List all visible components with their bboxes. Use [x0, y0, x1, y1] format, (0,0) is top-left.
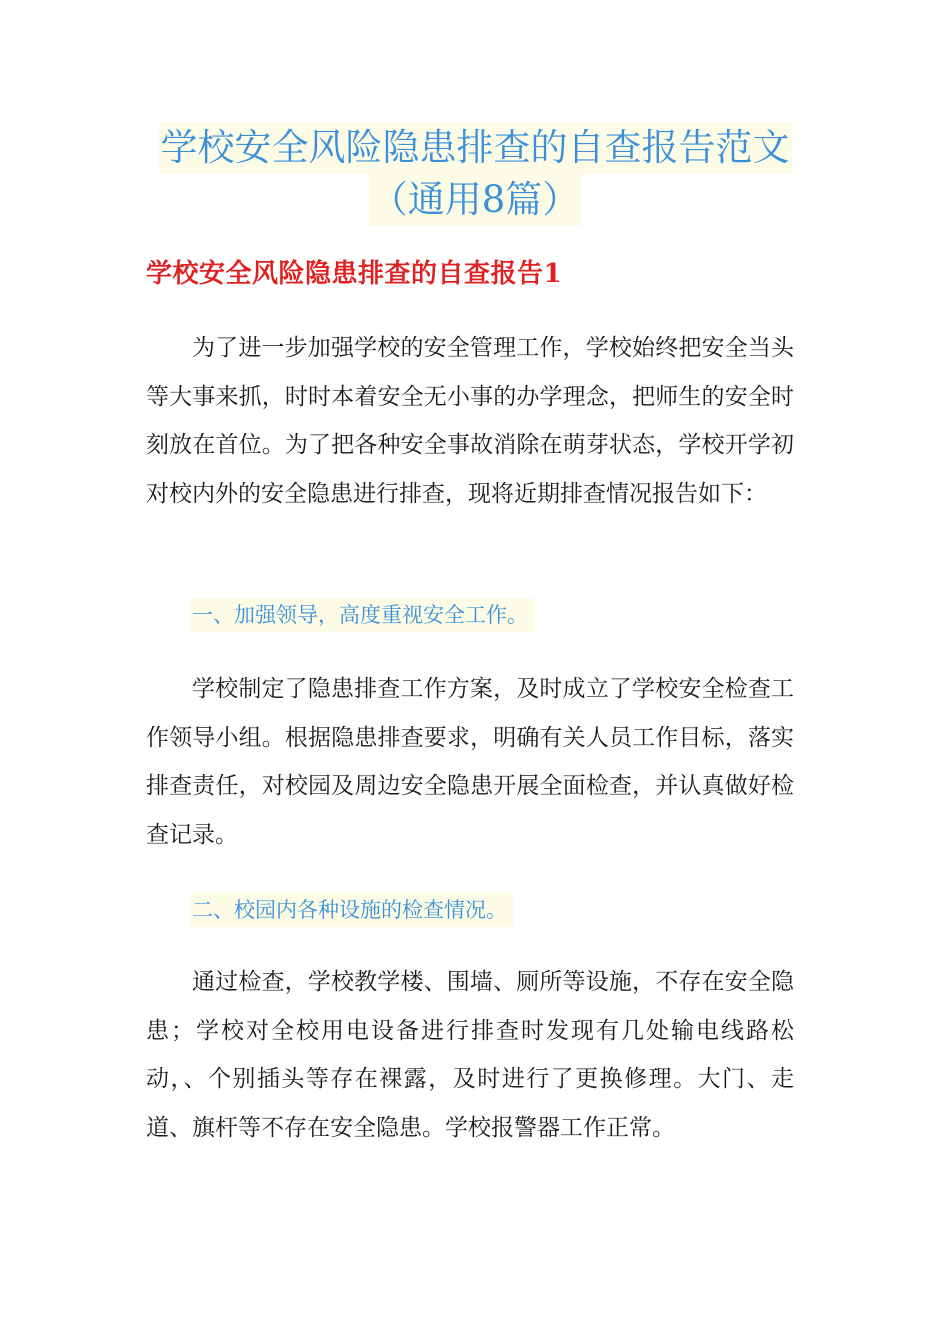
title-line-1: 学校安全风险隐患排查的自查报告范文	[159, 122, 792, 174]
subheading-2: 二、校园内各种设施的检查情况。	[190, 893, 513, 927]
subsection-2-paragraph: 通过检查，学校教学楼、围墙、厕所等设施，不存在安全隐患；学校对全校用电设备进行排查时发现有几处输电线路松动，、个别插头等存在裸露，及时进行了更换修理。大门、走道、旗杆等不存在安全隐患。学校报警器工作正常。	[146, 969, 794, 1141]
title-line-2: （通用8篇）	[369, 174, 582, 226]
document-title	[0, 122, 950, 226]
subsection-1-paragraph: 学校制定了隐患排查工作方案，及时成立了学校安全检查工作领导小组。根据隐患排查要求，明确有关人员工作目标，落实排查责任，对校园及周边安全隐患开展全面检查，并认真做好检查记录。	[146, 676, 794, 848]
section-heading: 学校安全风险隐患排查的自查报告1	[146, 259, 563, 289]
intro-paragraph: 为了进一步加强学校的安全管理工作，学校始终把安全当头等大事来抓，时时本着安全无小事的办学理念，把师生的安全时刻放在首位。为了把各种安全事故消除在萌芽状态，学校开学初对校内外的安全隐患进行排查，现将近期排查情况报告如下：	[146, 335, 794, 507]
subheading-1: 一、加强领导，高度重视安全工作。	[190, 598, 534, 632]
